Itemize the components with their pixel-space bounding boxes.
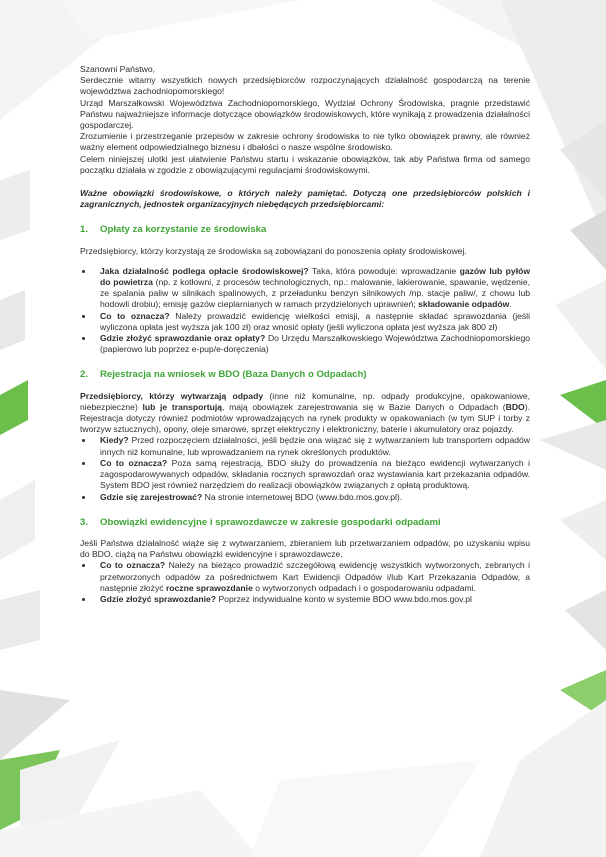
section-1-lead: Przedsiębiorcy, którzy korzystają ze środowiska są zobowiązani do ponoszenia opłaty środowiskowej. bbox=[80, 245, 467, 256]
office-intro: Urząd Marszałkowski Województwa Zachodniopomorskiego, Wydział Ochrony Środowiska, pragnie przedstawić Państwu najważniejsze informacje dotyczące obowiązków środowiskowych, które wynikają z prowadzenia działalności gospodarczej. bbox=[80, 97, 530, 131]
important-note bbox=[80, 188, 530, 210]
greeting: Szanowni Państwo, bbox=[80, 64, 155, 74]
section-1-list bbox=[80, 266, 530, 356]
list-item: • Gdzie złożyć sprawozdanie? Poprzez indywidualne konto w systemie BDO www.bdo.mos.gov.pl bbox=[94, 594, 530, 605]
leaflet-content bbox=[80, 64, 530, 605]
section-1-number: 1. bbox=[80, 224, 89, 236]
list-item: • Gdzie złożyć sprawozdanie oraz opłaty? Do Urzędu Marszałkowskiego Województwa Zachodniopomorskiego (papierowo lub poprzez e-pup/e-doręczenia) bbox=[94, 333, 530, 355]
important-note-bold: Ważne obowiązki środowiskowe, o których należy pamiętać. bbox=[80, 188, 348, 199]
section-2-list bbox=[80, 435, 530, 502]
list-item: • Kiedy? Przed rozpoczęciem działalności, jeśli będzie ona wiązać się z wytwarzaniem lub transportem odpadów innych niż komunalne, lub wprowadzaniem na rynek określonych produktów. bbox=[94, 435, 530, 457]
section-3-list bbox=[80, 560, 530, 605]
section-3-number: 3. bbox=[80, 516, 89, 528]
section-1-title: Opłaty za korzystanie ze środowiska bbox=[100, 224, 267, 236]
important-note-italic: Dotyczą one przedsiębiorców polskich i zagranicznych, jednostek organizacyjnych niebędących przedsiębiorcami: bbox=[80, 188, 530, 210]
section-3-lead: Jeśli Państwa działalność wiąże się z wytwarzaniem, zbieraniem lub przetwarzaniem odpadów, po uzyskaniu wpisu do BDO, ciążą na Państwu obowiązki ewidencyjne i sprawozdawcze. bbox=[80, 537, 530, 560]
welcome-text: Serdecznie witamy wszystkich nowych przedsiębiorców rozpoczynających działalność gospodarczą na terenie województwa zachodniopomorskiego! bbox=[80, 75, 530, 97]
list-item: • Gdzie się zarejestrować? Na stronie internetowej BDO (www.bdo.mos.gov.pl). bbox=[94, 492, 530, 503]
list-item: • Jaka działalność podlega opłacie środowiskowej? Taka, która powoduje: wprowadzanie gazów lub pyłów do powietrza (np. z kotłowni, z procesów technologicznych, np.: malowanie, lakierowanie, spawanie, wędzenie, ze spalania paliw w silnikach spalinowych, z przeładunku benzyn silnikowych /np. stacje paliw/, z chowu lub hodowli drobiu); emisję gazów cieplarnianych w ramach przydzielonych uprawnień; składowanie odpadów. bbox=[94, 266, 530, 311]
section-1-heading bbox=[80, 224, 530, 235]
section-2-number: 2. bbox=[80, 369, 89, 381]
understanding-text: Zrozumienie i przestrzeganie przepisów w zakresie ochrony środowiska to nie tylko obowiązek prawny, ale również ważny element odpowiedzialnego biznesu i dbałości o nasze wspólne środowisko. bbox=[80, 131, 530, 153]
section-2-title: Rejestracja na wniosek w BDO (Baza Danych o Odpadach) bbox=[100, 369, 367, 381]
list-item: • Co to oznacza? Poza samą rejestracją, BDO służy do prowadzenia na bieżąco ewidencji wytwarzanych i zagospodarowywanych odpadów, składania rocznych sprawozdań oraz wystawiania kart przekazania odpadów. System BDO jest również narzędziem do realizacji obowiązków związanych z opłatą produktową. bbox=[94, 458, 530, 492]
list-item: • Co to oznacza? Należy prowadzić ewidencję wielkości emisji, a następnie składać sprawozdania (jeśli wyliczona opłata jest wyższa jak 100 zł) oraz wnosić opłaty (jeśli wyliczona opłata jest wyższa jak 800 zł) bbox=[94, 311, 530, 333]
section-2-heading bbox=[80, 369, 530, 380]
goal-text: Celem niniejszej ulotki jest ułatwienie Państwu startu i wskazanie obowiązków, tak aby Państwa firma od samego początku działała w zgodzie z obowiązującymi regulacjami środowiskowymi. bbox=[80, 153, 530, 175]
section-3-heading bbox=[80, 517, 530, 528]
list-item: • Co to oznacza? Należy na bieżąco prowadzić szczegółową ewidencję wszystkich wytworzonych, zebranych i przetworzonych odpadów za pośrednictwem Kart Ewidencji Odpadów i/lub Kart Przekazania Odpadów, a następnie złożyć roczne sprawozdanie o wytworzonych odpadach i o gospodarowaniu odpadami. bbox=[94, 560, 530, 594]
section-3-title: Obowiązki ewidencyjne i sprawozdawcze w zakresie gospodarki odpadami bbox=[100, 516, 441, 528]
section-2-paragraph: Przedsiębiorcy, którzy wytwarzają odpady (inne niż komunalne, np. odpady produkcyjne, opakowaniowe, niebezpieczne) lub je transportują, mają obowiązek zarejestrowania się w Bazie Danych o Odpadach (BDO). Rejestracja dotyczy również podmiotów wprowadzających na rynek produkty w opakowaniach (w tym SUP i torby z tworzyw sztucznych), opony, oleje smarowe, sprzęt elektryczny i elektroniczny, baterie i akumulatory oraz pojazdy. bbox=[80, 390, 531, 435]
